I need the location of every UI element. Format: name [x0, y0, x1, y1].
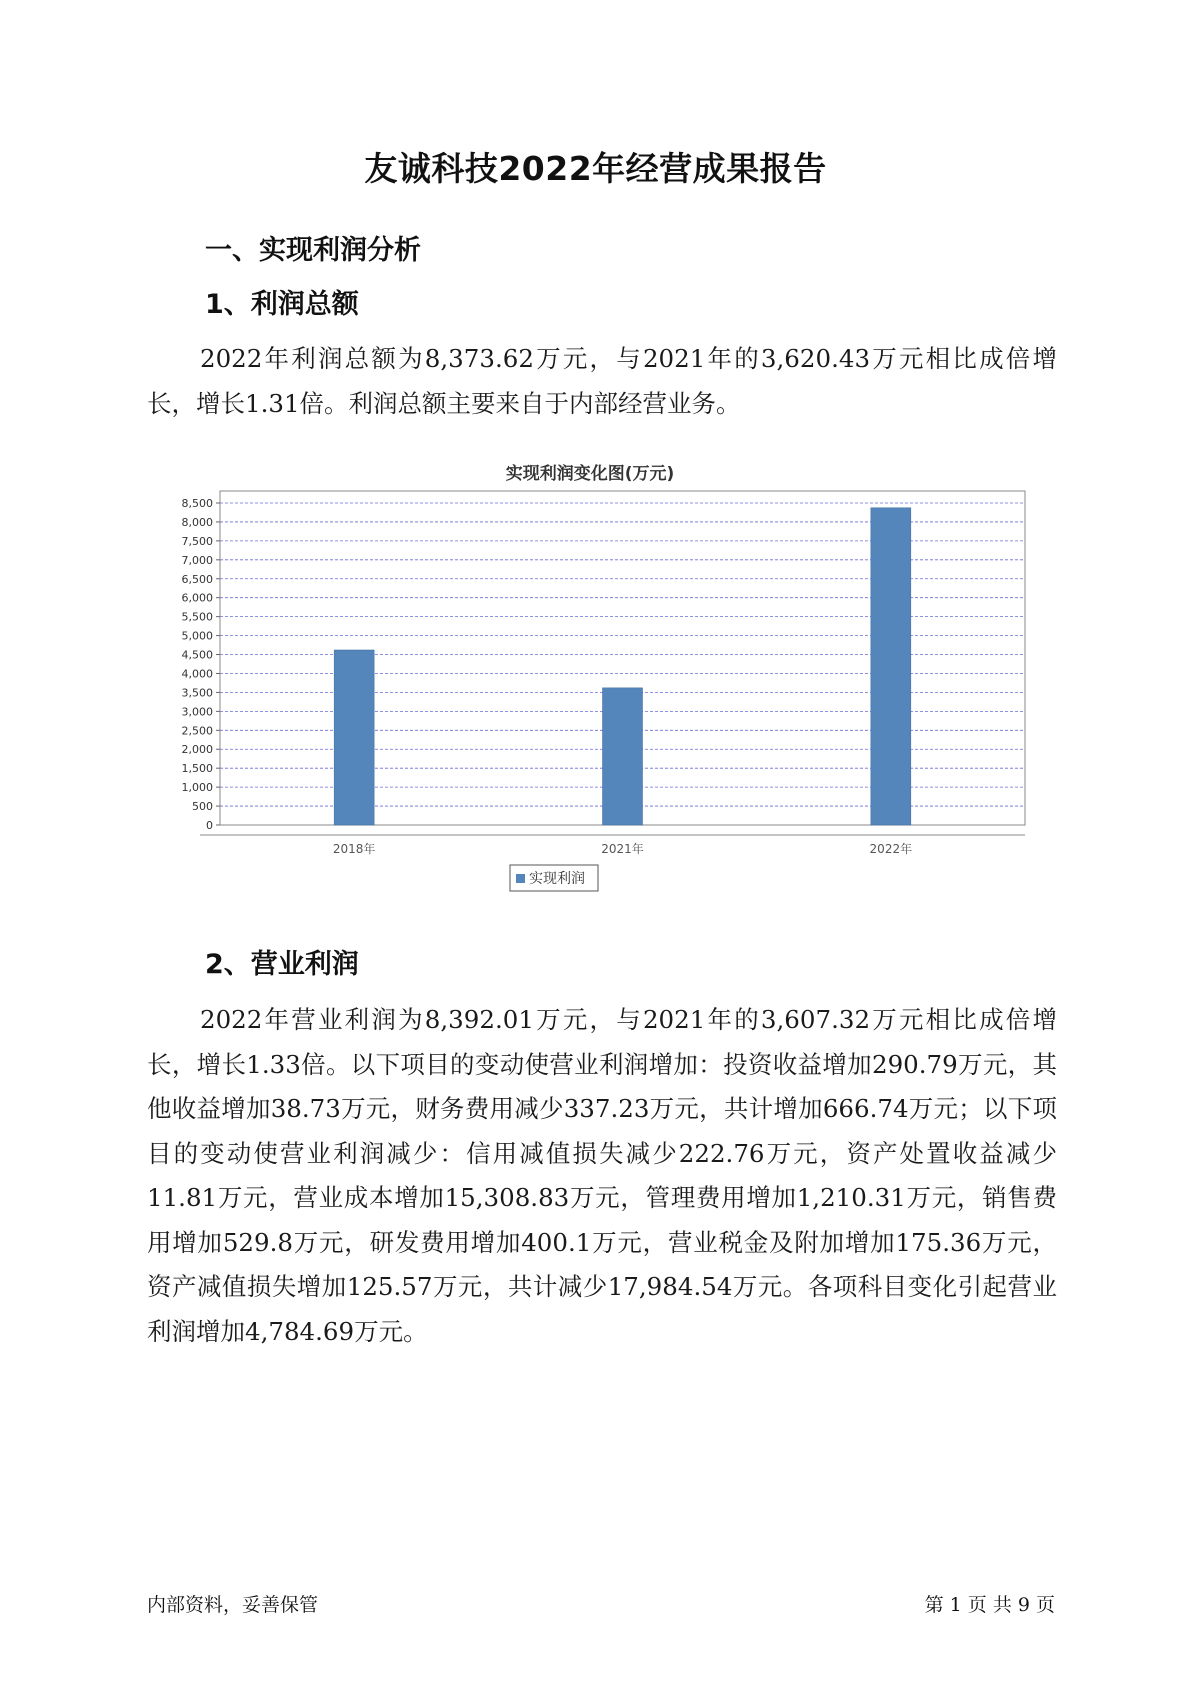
- subsection-heading-operating-profit: 2、营业利润: [205, 949, 359, 980]
- bar-chart-svg: [150, 455, 1030, 915]
- y-tick-label: 1,500: [181, 762, 213, 776]
- y-tick-label: 500: [192, 800, 213, 814]
- y-tick-label: 2,500: [181, 724, 213, 738]
- y-tick-label: 8,500: [181, 497, 213, 510]
- bar: [603, 688, 643, 825]
- chart-title: 实现利润变化图(万元): [505, 464, 675, 484]
- report-title: 友诚科技2022年经营成果报告: [364, 149, 827, 188]
- y-tick-label: 8,000: [181, 515, 213, 529]
- y-tick-label: 4,000: [181, 667, 213, 681]
- x-tick-label: 2021年: [601, 842, 644, 856]
- y-tick-label: 4,500: [181, 648, 213, 662]
- section-heading-profit-analysis: 一、实现利润分析: [205, 235, 421, 266]
- y-tick-label: 6,000: [181, 591, 213, 605]
- legend-swatch: [516, 874, 525, 883]
- y-tick-label: 7,500: [181, 534, 213, 548]
- paragraph-total-profit: 2022年利润总额为8,373.62万元，与2021年的3,620.43万元相比成倍增长，增长1.31倍。利润总额主要来自于内部经营业务。: [147, 344, 1057, 418]
- y-tick-label: 3,000: [181, 705, 213, 719]
- y-tick-label: 5,500: [181, 610, 213, 624]
- footer-page-number: 第 1 页 共 9 页: [924, 1594, 1055, 1616]
- profit-chart: [150, 455, 1020, 915]
- footer-confidential-note: 内部资料，妥善保管: [147, 1594, 319, 1616]
- x-tick-label: 2022年: [869, 842, 913, 856]
- y-tick-label: 5,000: [181, 629, 213, 643]
- y-tick-label: 7,000: [181, 553, 213, 567]
- y-tick-label: 1,000: [181, 781, 213, 795]
- bar: [334, 650, 374, 825]
- paragraph-operating-profit: 2022年营业利润为8,392.01万元，与2021年的3,607.32万元相比成倍增长，增长1.33倍。以下项目的变动使营业利润增加：投资收益增加290.79万元，其他收益增加38.73万元，财务费用减少337.23万元，共计增加666.74万元；以下项目的变动使营业利润减少：信用减值损失减少222.76万元，资产处置收益减少11.81万元，营业成本增加15,308.83万元，管理费用增加1,210.31万元，销售费用增加529.8万元，研发费用增加400.1万元，营业税金及附加增加175.36万元，资产减值损失增加125.57万元，共计减少17,984.54万元。各项科目变化引起营业利润增加4,784.69万元。: [147, 1005, 1057, 1346]
- subsection-heading-total-profit: 1、利润总额: [205, 289, 359, 320]
- y-tick-label: 0: [206, 819, 213, 832]
- y-tick-label: 6,500: [181, 572, 213, 586]
- x-tick-label: 2018年: [332, 842, 376, 856]
- y-tick-label: 2,000: [181, 743, 213, 757]
- legend-label: 实现利润: [529, 871, 585, 887]
- bar: [871, 508, 911, 825]
- y-tick-label: 3,500: [181, 686, 213, 700]
